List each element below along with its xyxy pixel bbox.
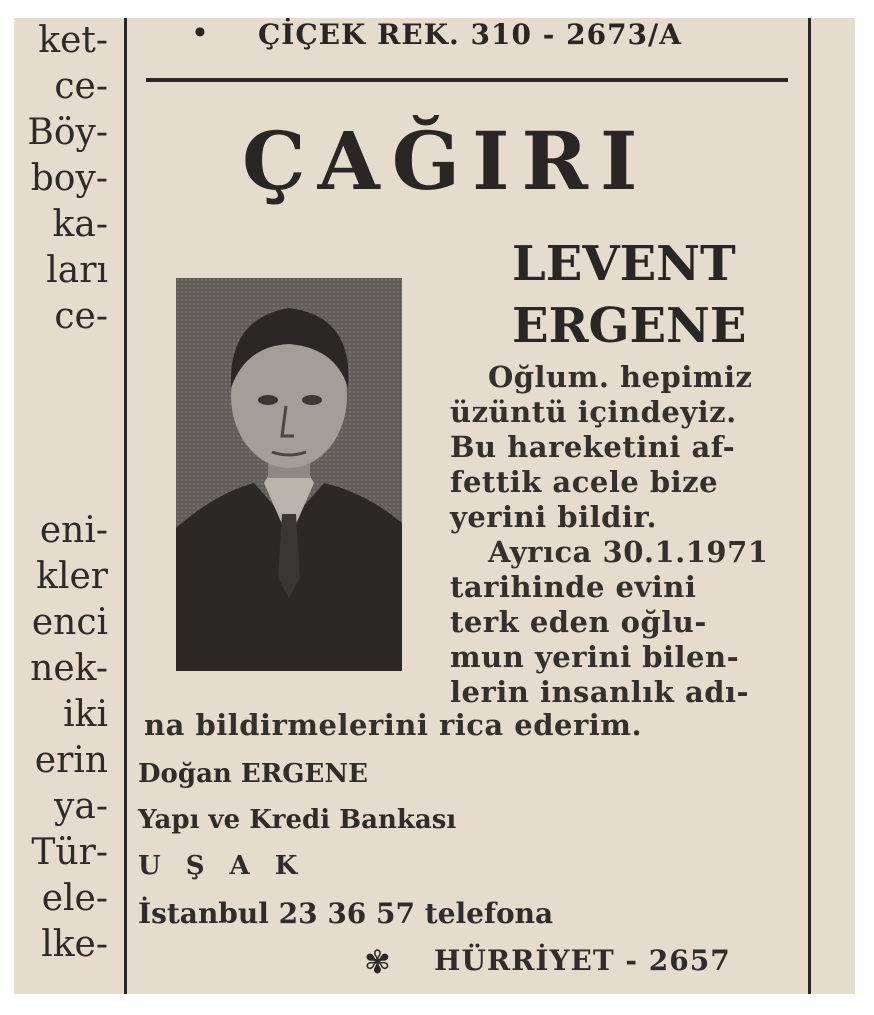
left-column-word: eni- <box>39 510 108 551</box>
left-column-word: ka- <box>52 204 108 245</box>
body-line: lerin insanlık adı- <box>450 675 750 709</box>
header-bullet: • <box>194 18 206 51</box>
left-column-word: lke- <box>41 924 108 965</box>
signer-organization: Yapı ve Kredi Bankası <box>138 805 457 835</box>
left-column-rule <box>124 18 127 994</box>
left-column-word: enci <box>31 602 108 643</box>
left-column-word: ce- <box>54 66 108 107</box>
left-column-word: boy- <box>30 158 108 199</box>
right-column-rule <box>808 18 811 994</box>
header-divider <box>146 78 788 82</box>
left-column-word: ce- <box>54 296 108 337</box>
left-column-word: iki <box>63 694 108 735</box>
left-column-word: ket- <box>38 20 108 61</box>
left-column-word: erin <box>34 740 108 781</box>
name-last: ERGENE <box>512 298 747 354</box>
signer-phone: İstanbul 23 36 57 telefona <box>138 897 554 930</box>
body-line: yerini bildir. <box>450 500 658 534</box>
body-line: Ayrıca 30.1.1971 <box>488 535 769 569</box>
left-column-word: ele- <box>41 878 108 919</box>
header-reference: ÇİÇEK REK. 310 - 2673/A <box>258 18 682 51</box>
body-line: tarihinde evini <box>450 570 697 604</box>
flower-icon: ✾ <box>364 944 391 980</box>
signer-name: Doğan ERGENE <box>138 759 368 789</box>
body-line: Bu hareketini af- <box>450 430 736 464</box>
left-column-word: nek- <box>30 648 108 689</box>
body-last-line: na bildirmelerini rica ederim. <box>144 708 643 742</box>
left-column-word: Tür- <box>31 832 108 873</box>
left-column-fragment <box>14 18 126 994</box>
missing-person-photo <box>176 278 402 671</box>
left-column-word: kler <box>36 556 108 597</box>
left-column-word: ları <box>46 250 108 291</box>
signer-city: U Ş A K <box>138 851 306 881</box>
body-line: mun yerini bilen- <box>450 640 740 674</box>
left-column-word: ya- <box>54 786 108 827</box>
name-first: LEVENT <box>512 236 736 292</box>
body-line: üzüntü içindeyiz. <box>450 395 737 429</box>
portrait-illustration <box>176 278 402 671</box>
footer-reference: HÜRRİYET - 2657 <box>434 944 731 977</box>
body-line: fettik acele bize <box>450 465 719 499</box>
body-line: terk eden oğlu- <box>450 605 707 639</box>
left-column-word: Böy- <box>27 112 108 153</box>
newspaper-clipping <box>14 18 855 994</box>
ad-title: ÇAĞIRI <box>242 114 650 208</box>
body-line: Oğlum. hepimiz <box>488 360 753 394</box>
